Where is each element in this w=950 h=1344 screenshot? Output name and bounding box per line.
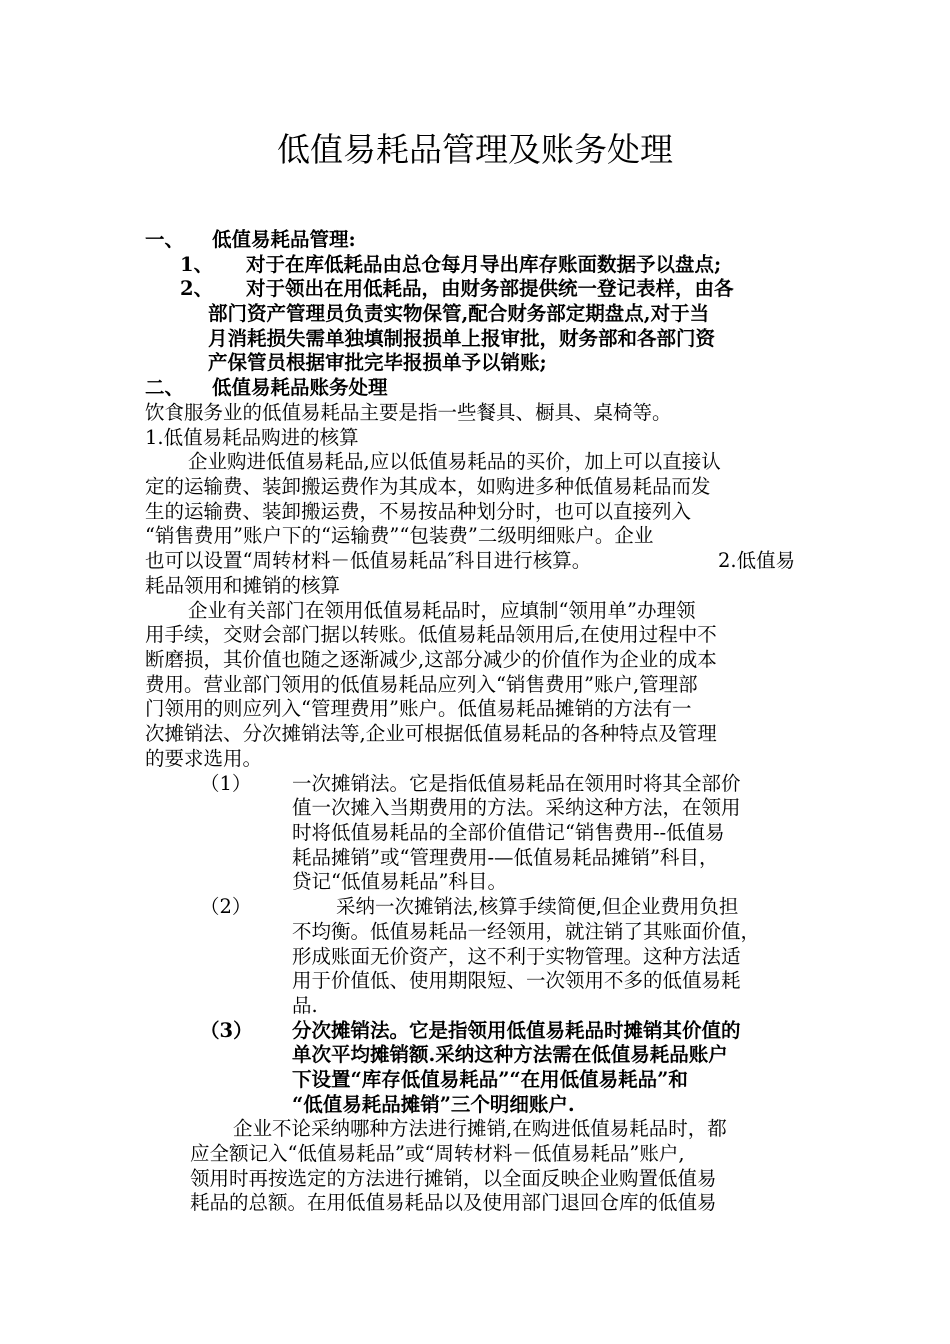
section2-intro: 饮食服务业的低值易耗品主要是指一些餐具、橱具、桌椅等。 <box>145 401 672 424</box>
section1-item2-line: 月消耗损失需单独填制报损单上报审批，财务部和各部门资 <box>208 327 716 350</box>
section1-item2-line: 对于领出在用低耗品，由财务部提供统一登记表样，由各 <box>246 277 734 300</box>
method3-line: 下设置“库存低值易耗品”“在用低值易耗品”和 <box>292 1068 688 1091</box>
sub2-title-part2: 耗品领用和摊销的核算 <box>145 574 341 597</box>
sub1-title: 1.低值易耗品购进的核算 <box>145 426 359 449</box>
para2-line: 用手续，交财会部门据以转账。低值易耗品领用后,在使用过程中不 <box>145 623 717 646</box>
para3-line: 耗品的总额。在用低值易耗品以及使用部门退回仓库的低值易 <box>190 1191 717 1214</box>
section1-item1-number: 1、 <box>180 253 214 276</box>
method2-line: 采纳一次摊销法,核算手续简便,但企业费用负担 <box>336 895 739 918</box>
para1-line: 企业购进低值易耗品,应以低值易耗品的买价，加上可以直接认 <box>188 450 721 473</box>
method1-line: 值一次摊入当期费用的方法。采纳这种方法，在领用 <box>292 796 741 819</box>
method1-line: 贷记“低值易耗品”科目。 <box>292 870 507 893</box>
method2-number: （2） <box>200 895 252 918</box>
section1-number: 一、 <box>145 228 185 251</box>
section1-heading: 低值易耗品管理: <box>212 228 356 251</box>
para2-line: 企业有关部门在领用低值易耗品时，应填制“领用单”办理领 <box>188 599 696 622</box>
section1-item1-line: 对于在库低耗品由总仓每月导出库存账面数据予以盘点; <box>246 253 722 276</box>
para3-line: 应全额记入“低值易耗品”或“周转材料－低值易耗品”账户, <box>190 1142 685 1165</box>
method1-number: （1） <box>200 772 252 795</box>
para3-line: 领用时再按选定的方法进行摊销，以全面反映企业购置低值易 <box>190 1167 717 1190</box>
method3-number: （3） <box>200 1019 253 1042</box>
method3-line: “低值易耗品摊销”三个明细账户. <box>292 1093 575 1116</box>
para1-line: 也可以设置“周转材料－低值易耗品″科目进行核算。 <box>145 549 592 572</box>
method1-line: 时将低值易耗品的全部价值借记“销售费用--低值易 <box>292 821 725 844</box>
para2-line: 的要求选用。 <box>145 747 263 770</box>
method3-line: 分次摊销法。它是指领用低值易耗品时摊销其价值的 <box>292 1019 741 1042</box>
method2-line: 用于价值低、使用期限短、一次领用不多的低值易耗 <box>292 969 741 992</box>
sub2-title-part1: 2.低值易 <box>718 549 796 572</box>
para1-line: “销售费用”账户下的“运输费”“包装费”二级明细账户。企业 <box>145 524 654 547</box>
para2-line: 费用。营业部门领用的低值易耗品应列入“销售费用”账户,管理部 <box>145 673 698 696</box>
method1-line: 一次摊销法。它是指低值易耗品在领用时将其全部价 <box>292 772 741 795</box>
document-title: 低值易耗品管理及账务处理 <box>277 130 673 169</box>
method1-line: 耗品摊销”或“管理费用-—低值易耗品摊销”科目， <box>292 846 719 869</box>
section2-heading: 低值易耗品账务处理 <box>212 376 388 399</box>
section1-item2-number: 2、 <box>180 277 214 300</box>
para2-line: 次摊销法、分次摊销法等,企业可根据低值易耗品的各种特点及管理 <box>145 722 717 745</box>
para2-line: 断磨损，其价值也随之逐渐减少,这部分减少的价值作为企业的成本 <box>145 648 717 671</box>
section2-number: 二、 <box>145 376 185 399</box>
method2-line: 形成账面无价资产，这不利于实物管理。这种方法适 <box>292 945 741 968</box>
para1-line: 定的运输费、装卸搬运费作为其成本，如购进多种低值易耗品而发 <box>145 475 711 498</box>
para2-line: 门领用的则应列入“管理费用”账户。低值易耗品摊销的方法有一 <box>145 697 692 720</box>
method3-line: 单次平均摊销额.采纳这种方法需在低值易耗品账户 <box>292 1043 728 1066</box>
para3-line: 企业不论采纳哪种方法进行摊销,在购进低值易耗品时，都 <box>233 1117 727 1140</box>
section1-item2-line: 产保管员根据审批完毕报损单予以销账; <box>208 351 547 374</box>
section1-item2-line: 部门资产管理员负责实物保管,配合财务部定期盘点,对于当 <box>208 302 710 325</box>
para1-line: 生的运输费、装卸搬运费，不易按品种划分时，也可以直接列入 <box>145 500 692 523</box>
method2-line: 不均衡。低值易耗品一经领用，就注销了其账面价值， <box>292 920 761 943</box>
method2-line: 品. <box>292 994 318 1017</box>
